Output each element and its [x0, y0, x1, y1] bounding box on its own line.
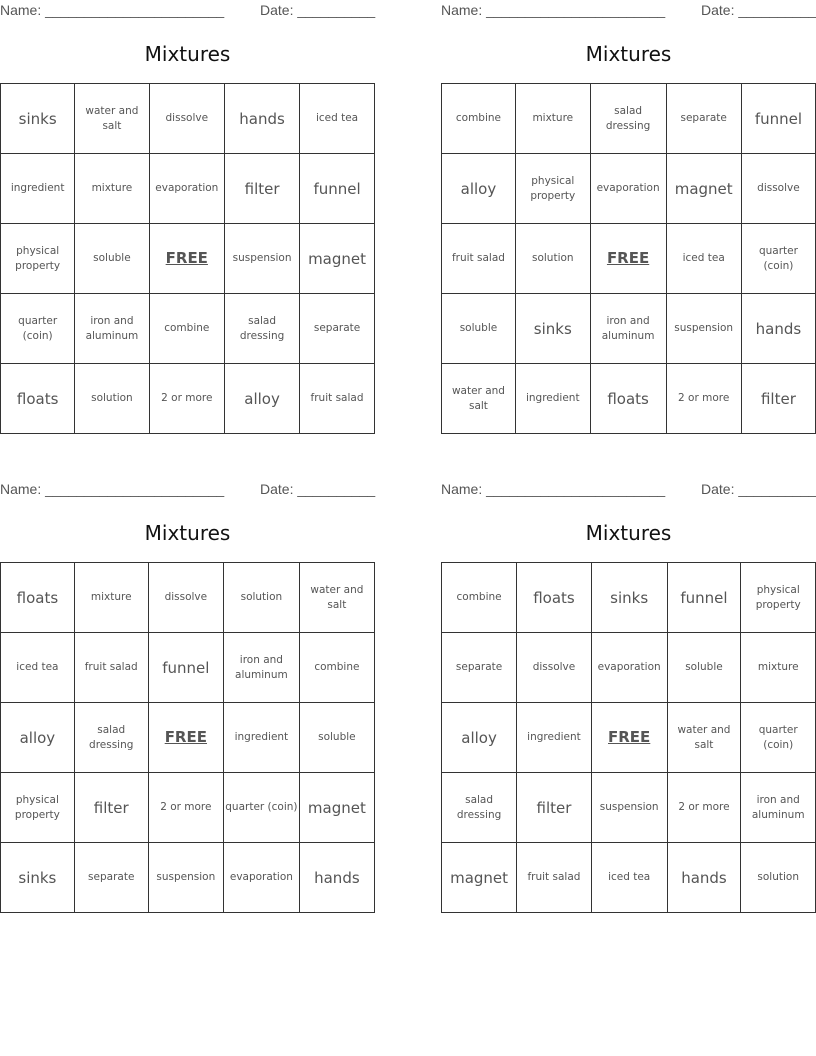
name-field-label: Name: _______________________ [0, 481, 225, 497]
name-field-label: Name: _______________________ [441, 2, 666, 18]
bingo-cell: hands [741, 294, 815, 364]
bingo-cell: suspension [148, 843, 223, 913]
bingo-cell: quarter (coin) [741, 703, 816, 773]
grid-row [442, 843, 816, 913]
bingo-card-2 [441, 0, 816, 433]
bingo-cell: combine [149, 294, 225, 364]
bingo-cell: filter [74, 773, 148, 843]
bingo-cell: magnet [442, 843, 517, 913]
bingo-cell: physical property [741, 563, 816, 633]
date-field-label: Date: __________ [701, 2, 816, 18]
grid-row [442, 294, 816, 364]
bingo-cell: separate [666, 84, 741, 154]
grid-row [442, 703, 816, 773]
date-field-label: Date: __________ [260, 2, 376, 18]
bingo-cell: iron and aluminum [741, 773, 816, 843]
bingo-cell: quarter (coin) [224, 773, 300, 843]
bingo-cell: iced tea [1, 633, 75, 703]
grid-row [1, 703, 375, 773]
bingo-cell: alloy [1, 703, 75, 773]
bingo-cell: magnet [299, 773, 374, 843]
bingo-cell: water and salt [75, 84, 149, 154]
bingo-cell: separate [300, 294, 375, 364]
bingo-cell: mixture [515, 84, 590, 154]
bingo-cell: physical property [515, 154, 590, 224]
bingo-cell: iced tea [666, 224, 741, 294]
bingo-cell: sinks [515, 294, 590, 364]
bingo-cell: floats [1, 364, 75, 434]
bingo-cell: fruit salad [442, 224, 516, 294]
grid-row [1, 84, 375, 154]
bingo-cell: solution [515, 224, 590, 294]
free-space: FREE [149, 224, 225, 294]
bingo-cell: hands [299, 843, 374, 913]
card-header [0, 0, 375, 20]
bingo-grid [441, 83, 816, 434]
bingo-cell: combine [442, 84, 516, 154]
bingo-cell: mixture [74, 563, 148, 633]
bingo-cell: floats [517, 563, 592, 633]
bingo-cell: hands [667, 843, 741, 913]
bingo-cell: funnel [667, 563, 741, 633]
bingo-cell: physical property [1, 224, 75, 294]
date-field-label: Date: __________ [260, 481, 376, 497]
bingo-cell: water and salt [299, 563, 374, 633]
grid-row [1, 633, 375, 703]
bingo-cell: evaporation [590, 154, 666, 224]
bingo-cell: suspension [225, 224, 300, 294]
bingo-cell: soluble [299, 703, 374, 773]
grid-row [1, 563, 375, 633]
bingo-cell: sinks [1, 84, 75, 154]
bingo-cell: mixture [741, 633, 816, 703]
bingo-cell: iron and aluminum [75, 294, 149, 364]
bingo-cell: physical property [1, 773, 75, 843]
bingo-cell: 2 or more [666, 364, 741, 434]
grid-row [442, 364, 816, 434]
bingo-cell: ingredient [224, 703, 300, 773]
bingo-cell: magnet [666, 154, 741, 224]
bingo-cell: quarter (coin) [741, 224, 815, 294]
bingo-cell: alloy [442, 154, 516, 224]
card-header [441, 479, 816, 499]
bingo-cell: suspension [591, 773, 667, 843]
bingo-cell: separate [74, 843, 148, 913]
bingo-cell: suspension [666, 294, 741, 364]
bingo-cell: funnel [148, 633, 223, 703]
bingo-cell: iron and aluminum [224, 633, 300, 703]
grid-row [442, 154, 816, 224]
card-title: Mixtures [585, 521, 672, 545]
grid-row [442, 773, 816, 843]
bingo-cell: floats [1, 563, 75, 633]
bingo-cell: 2 or more [149, 364, 225, 434]
bingo-cell: funnel [300, 154, 375, 224]
bingo-cell: solution [224, 563, 300, 633]
card-title: Mixtures [144, 521, 231, 545]
bingo-cell: sinks [591, 563, 667, 633]
bingo-cell: floats [590, 364, 666, 434]
bingo-cell: ingredient [1, 154, 75, 224]
bingo-cell: hands [225, 84, 300, 154]
bingo-cell: alloy [442, 703, 517, 773]
bingo-card-4 [441, 479, 816, 912]
bingo-grid [441, 562, 816, 913]
bingo-card-1 [0, 0, 375, 433]
free-space: FREE [590, 224, 666, 294]
bingo-cell: salad dressing [225, 294, 300, 364]
bingo-cell: filter [225, 154, 300, 224]
free-space: FREE [148, 703, 223, 773]
bingo-cell: dissolve [517, 633, 592, 703]
bingo-cell: dissolve [741, 154, 815, 224]
name-field-label: Name: _______________________ [0, 2, 225, 18]
bingo-cell: water and salt [667, 703, 741, 773]
bingo-cell: salad dressing [74, 703, 148, 773]
bingo-cell: fruit salad [74, 633, 148, 703]
grid-row [442, 563, 816, 633]
card-header [0, 479, 375, 499]
card-header [441, 0, 816, 20]
bingo-cell: combine [442, 563, 517, 633]
grid-row [442, 84, 816, 154]
grid-row [1, 843, 375, 913]
bingo-cell: funnel [741, 84, 815, 154]
bingo-cell: dissolve [149, 84, 225, 154]
bingo-cell: soluble [667, 633, 741, 703]
bingo-cell: ingredient [515, 364, 590, 434]
bingo-cell: iced tea [591, 843, 667, 913]
bingo-cell: sinks [1, 843, 75, 913]
bingo-cell: fruit salad [300, 364, 375, 434]
bingo-cell: evaporation [591, 633, 667, 703]
grid-row [442, 633, 816, 703]
bingo-cell: solution [741, 843, 816, 913]
bingo-cell: mixture [75, 154, 149, 224]
grid-row [1, 773, 375, 843]
bingo-grid [0, 562, 375, 913]
bingo-cell: solution [75, 364, 149, 434]
bingo-cell: evaporation [149, 154, 225, 224]
bingo-cell: filter [741, 364, 815, 434]
name-field-label: Name: _______________________ [441, 481, 666, 497]
bingo-cell: filter [517, 773, 592, 843]
bingo-cell: evaporation [224, 843, 300, 913]
card-title: Mixtures [585, 42, 672, 66]
bingo-card-3 [0, 479, 375, 912]
bingo-cell: soluble [75, 224, 149, 294]
grid-row [1, 224, 375, 294]
bingo-cell: soluble [442, 294, 516, 364]
bingo-cell: separate [442, 633, 517, 703]
bingo-cell: dissolve [148, 563, 223, 633]
card-title: Mixtures [144, 42, 231, 66]
bingo-cell: salad dressing [590, 84, 666, 154]
bingo-grid [0, 83, 375, 434]
bingo-cell: alloy [225, 364, 300, 434]
bingo-cell: combine [299, 633, 374, 703]
bingo-cell: magnet [300, 224, 375, 294]
grid-row [442, 224, 816, 294]
grid-row [1, 364, 375, 434]
bingo-cell: iced tea [300, 84, 375, 154]
bingo-cell: iron and aluminum [590, 294, 666, 364]
bingo-cell: ingredient [517, 703, 592, 773]
bingo-cell: quarter (coin) [1, 294, 75, 364]
grid-row [1, 294, 375, 364]
bingo-cell: water and salt [442, 364, 516, 434]
bingo-cell: 2 or more [148, 773, 223, 843]
date-field-label: Date: __________ [701, 481, 816, 497]
grid-row [1, 154, 375, 224]
bingo-cell: 2 or more [667, 773, 741, 843]
bingo-cell: salad dressing [442, 773, 517, 843]
bingo-cell: fruit salad [517, 843, 592, 913]
free-space: FREE [591, 703, 667, 773]
